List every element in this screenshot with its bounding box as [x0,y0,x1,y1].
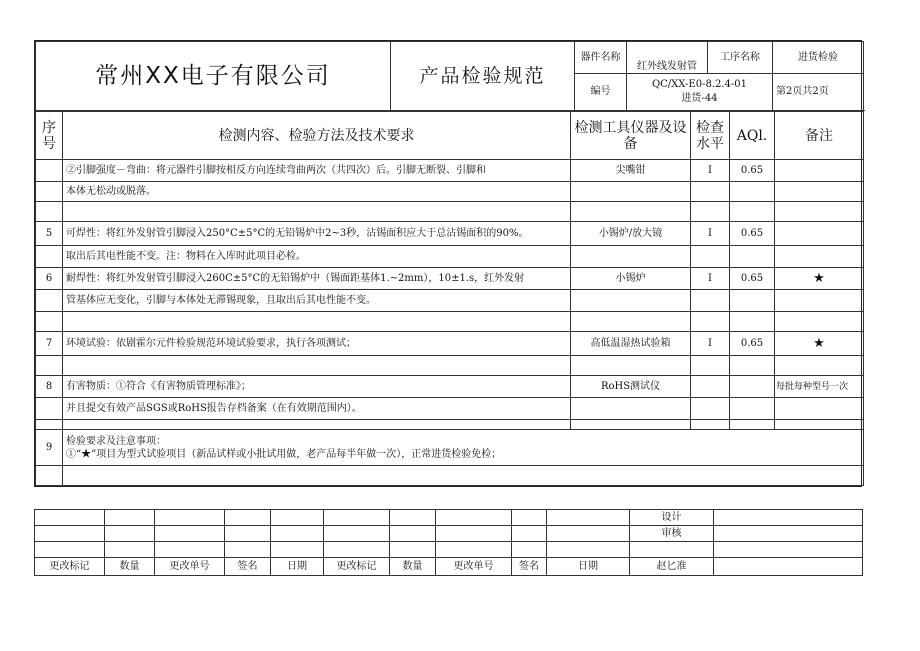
code-value-line2: 进货-44 [681,93,718,104]
row-aql [730,398,775,420]
row-content: 有害物质：①符合《有害物质管理标准》； [63,376,571,398]
row-seq: 8 [36,376,63,398]
row-tool [571,182,691,202]
footer-change-no: 更改单号 [155,558,225,576]
row-remark [775,246,864,268]
blank-label [630,542,714,558]
footer-date-2: 日期 [547,558,630,576]
row-tool [571,420,691,430]
notes-seq: 9 [36,430,63,466]
notes-cell [63,430,864,466]
row-seq: 7 [36,332,63,356]
table-row [36,356,864,376]
code-value-line1: QC/XX-E0-8.2.4-01 [651,79,748,90]
row-remark [775,312,864,332]
row-level: I [691,222,730,246]
table-row [36,246,864,268]
approver-value [714,558,863,576]
notes-blank-row [36,466,864,486]
row-level [691,290,730,312]
document-title: 产品检验规范 [391,42,575,111]
row-seq [36,312,63,332]
page-info: 第2页共2页 [773,74,864,111]
footer-change-mark: 更改标记 [35,558,105,576]
table-row [36,420,864,430]
row-seq: 5 [36,222,63,246]
row-tool: 尖嘴钳 [571,160,691,182]
notes-title: 检验要求及注意事项： [66,435,166,447]
row-remark [775,160,864,182]
process-label: 工序名称 [708,42,773,74]
row-aql [730,312,775,332]
row-seq [36,246,63,268]
col-content: 检测内容、检验方法及技术要求 [63,112,571,160]
footer-change-mark-2: 更改标记 [324,558,390,576]
row-content: 环境试验：依剧霍尔元件检验规范环境试验要求，执行各项测试； [63,332,571,356]
footer-quantity-2: 数量 [390,558,436,576]
type-test-star-icon: ★ [775,332,864,356]
row-content: 可焊性：将红外发射管引脚浸入250°C±5°C的无铅锡炉中2~3秒，沾锡面积应大于总沾锡面积的90%。 [63,222,571,246]
review-value [714,526,863,542]
col-level: 检查水平 [691,112,730,160]
row-remark [775,290,864,312]
row-seq [36,182,63,202]
row-aql: 0.65 [730,332,775,356]
row-tool [571,312,691,332]
row-content [63,312,571,332]
table-row [36,222,864,246]
footer-quantity: 数量 [105,558,155,576]
row-content: 并且提交有效产品SGS或RoHS报告存档备案（在有效期范围内）。 [63,398,571,420]
table-row [36,160,864,182]
notes-blank-content [63,466,864,486]
row-content: 本体无松动或脱落。 [63,182,571,202]
row-level [691,420,730,430]
row-aql: 0.65 [730,160,775,182]
inspection-spec-sheet [34,40,862,487]
row-tool [571,398,691,420]
row-seq [36,420,63,430]
row-seq [36,398,63,420]
row-content: 取出后其电性能不变。注：物料在入库时此项目必检。 [63,246,571,268]
row-level [691,246,730,268]
row-remark [775,420,864,430]
row-content: ②引脚强度－弯曲：将元器件引脚按相反方向连续弯曲两次（共四次）后。引脚无断裂、引脚和 [63,160,571,182]
footer-date: 日期 [271,558,324,576]
col-seq: 序号 [36,112,63,160]
row-remark: 每批每种型号一次 [775,376,864,398]
row-tool: RoHS测试仪 [571,376,691,398]
row-content: 管基体应无变化，引脚与本体处无滞锡现象，且取出后其电性能不变。 [63,290,571,312]
inspection-table [35,111,864,486]
code-value [627,74,773,111]
footer-change-no-2: 更改单号 [436,558,512,576]
row-tool: 高低温湿热试验箱 [571,332,691,356]
row-tool [571,356,691,376]
company-name: 常州XX电子有限公司 [36,42,391,111]
table-row [36,398,864,420]
row-aql: 0.65 [730,222,775,246]
row-level [691,202,730,222]
row-aql [730,182,775,202]
table-row [36,312,864,332]
row-level: I [691,268,730,290]
row-seq [36,356,63,376]
table-row [36,182,864,202]
row-content [63,202,571,222]
row-level [691,312,730,332]
component-name-value: 红外线发射管 [627,42,708,74]
approver: 赵匕准 [630,558,714,576]
code-label: 编号 [575,74,627,111]
blank-value [714,542,863,558]
row-aql [730,376,775,398]
row-remark [775,202,864,222]
table-row [36,202,864,222]
footer-signature-2: 签名 [512,558,547,576]
row-seq [36,202,63,222]
row-aql [730,246,775,268]
row-aql [730,356,775,376]
signoff-block [34,509,862,576]
row-seq [36,290,63,312]
notes-row [36,430,864,466]
process-value: 进货检验 [773,42,864,74]
row-level: I [691,332,730,356]
row-level [691,356,730,376]
signoff-table [34,509,863,576]
col-remark: 备注 [775,112,864,160]
col-aql: AQl. [730,112,775,160]
notes-blank-seq [36,466,63,486]
row-seq [36,160,63,182]
table-row [36,290,864,312]
row-aql [730,290,775,312]
row-tool [571,202,691,222]
row-level [691,376,730,398]
row-level: I [691,160,730,182]
row-seq: 6 [36,268,63,290]
row-aql [730,202,775,222]
row-content [63,356,571,376]
table-row [36,268,864,290]
design-label: 设计 [630,510,714,526]
table-row [36,332,864,356]
row-aql [730,420,775,430]
row-tool [571,290,691,312]
row-level [691,182,730,202]
row-tool: 小锡炉/放大镜 [571,222,691,246]
review-label: 审核 [630,526,714,542]
row-content [63,420,571,430]
row-tool [571,246,691,268]
col-tools: 检测工具仪器及设备 [571,112,691,160]
row-level [691,398,730,420]
footer-signature: 签名 [225,558,271,576]
notes-line-1: ①“★”项目为型式试验项目（新品试样或小批试用做，老产品每半年做一次），正常进货检验免检； [66,448,502,460]
design-value [714,510,863,526]
table-row [36,376,864,398]
header-table [35,41,864,111]
row-tool: 小锡炉 [571,268,691,290]
row-content: 耐焊性：将红外发射管引脚浸入260C±5°C的无铅锡炉中（锡面距基体1.~2mm），10±1.s，红外发射 [63,268,571,290]
component-name-label: 器件名称 [575,42,627,74]
row-remark [775,356,864,376]
type-test-star-icon: ★ [775,268,864,290]
row-aql: 0.65 [730,268,775,290]
row-remark [775,182,864,202]
row-remark [775,398,864,420]
row-remark [775,222,864,246]
